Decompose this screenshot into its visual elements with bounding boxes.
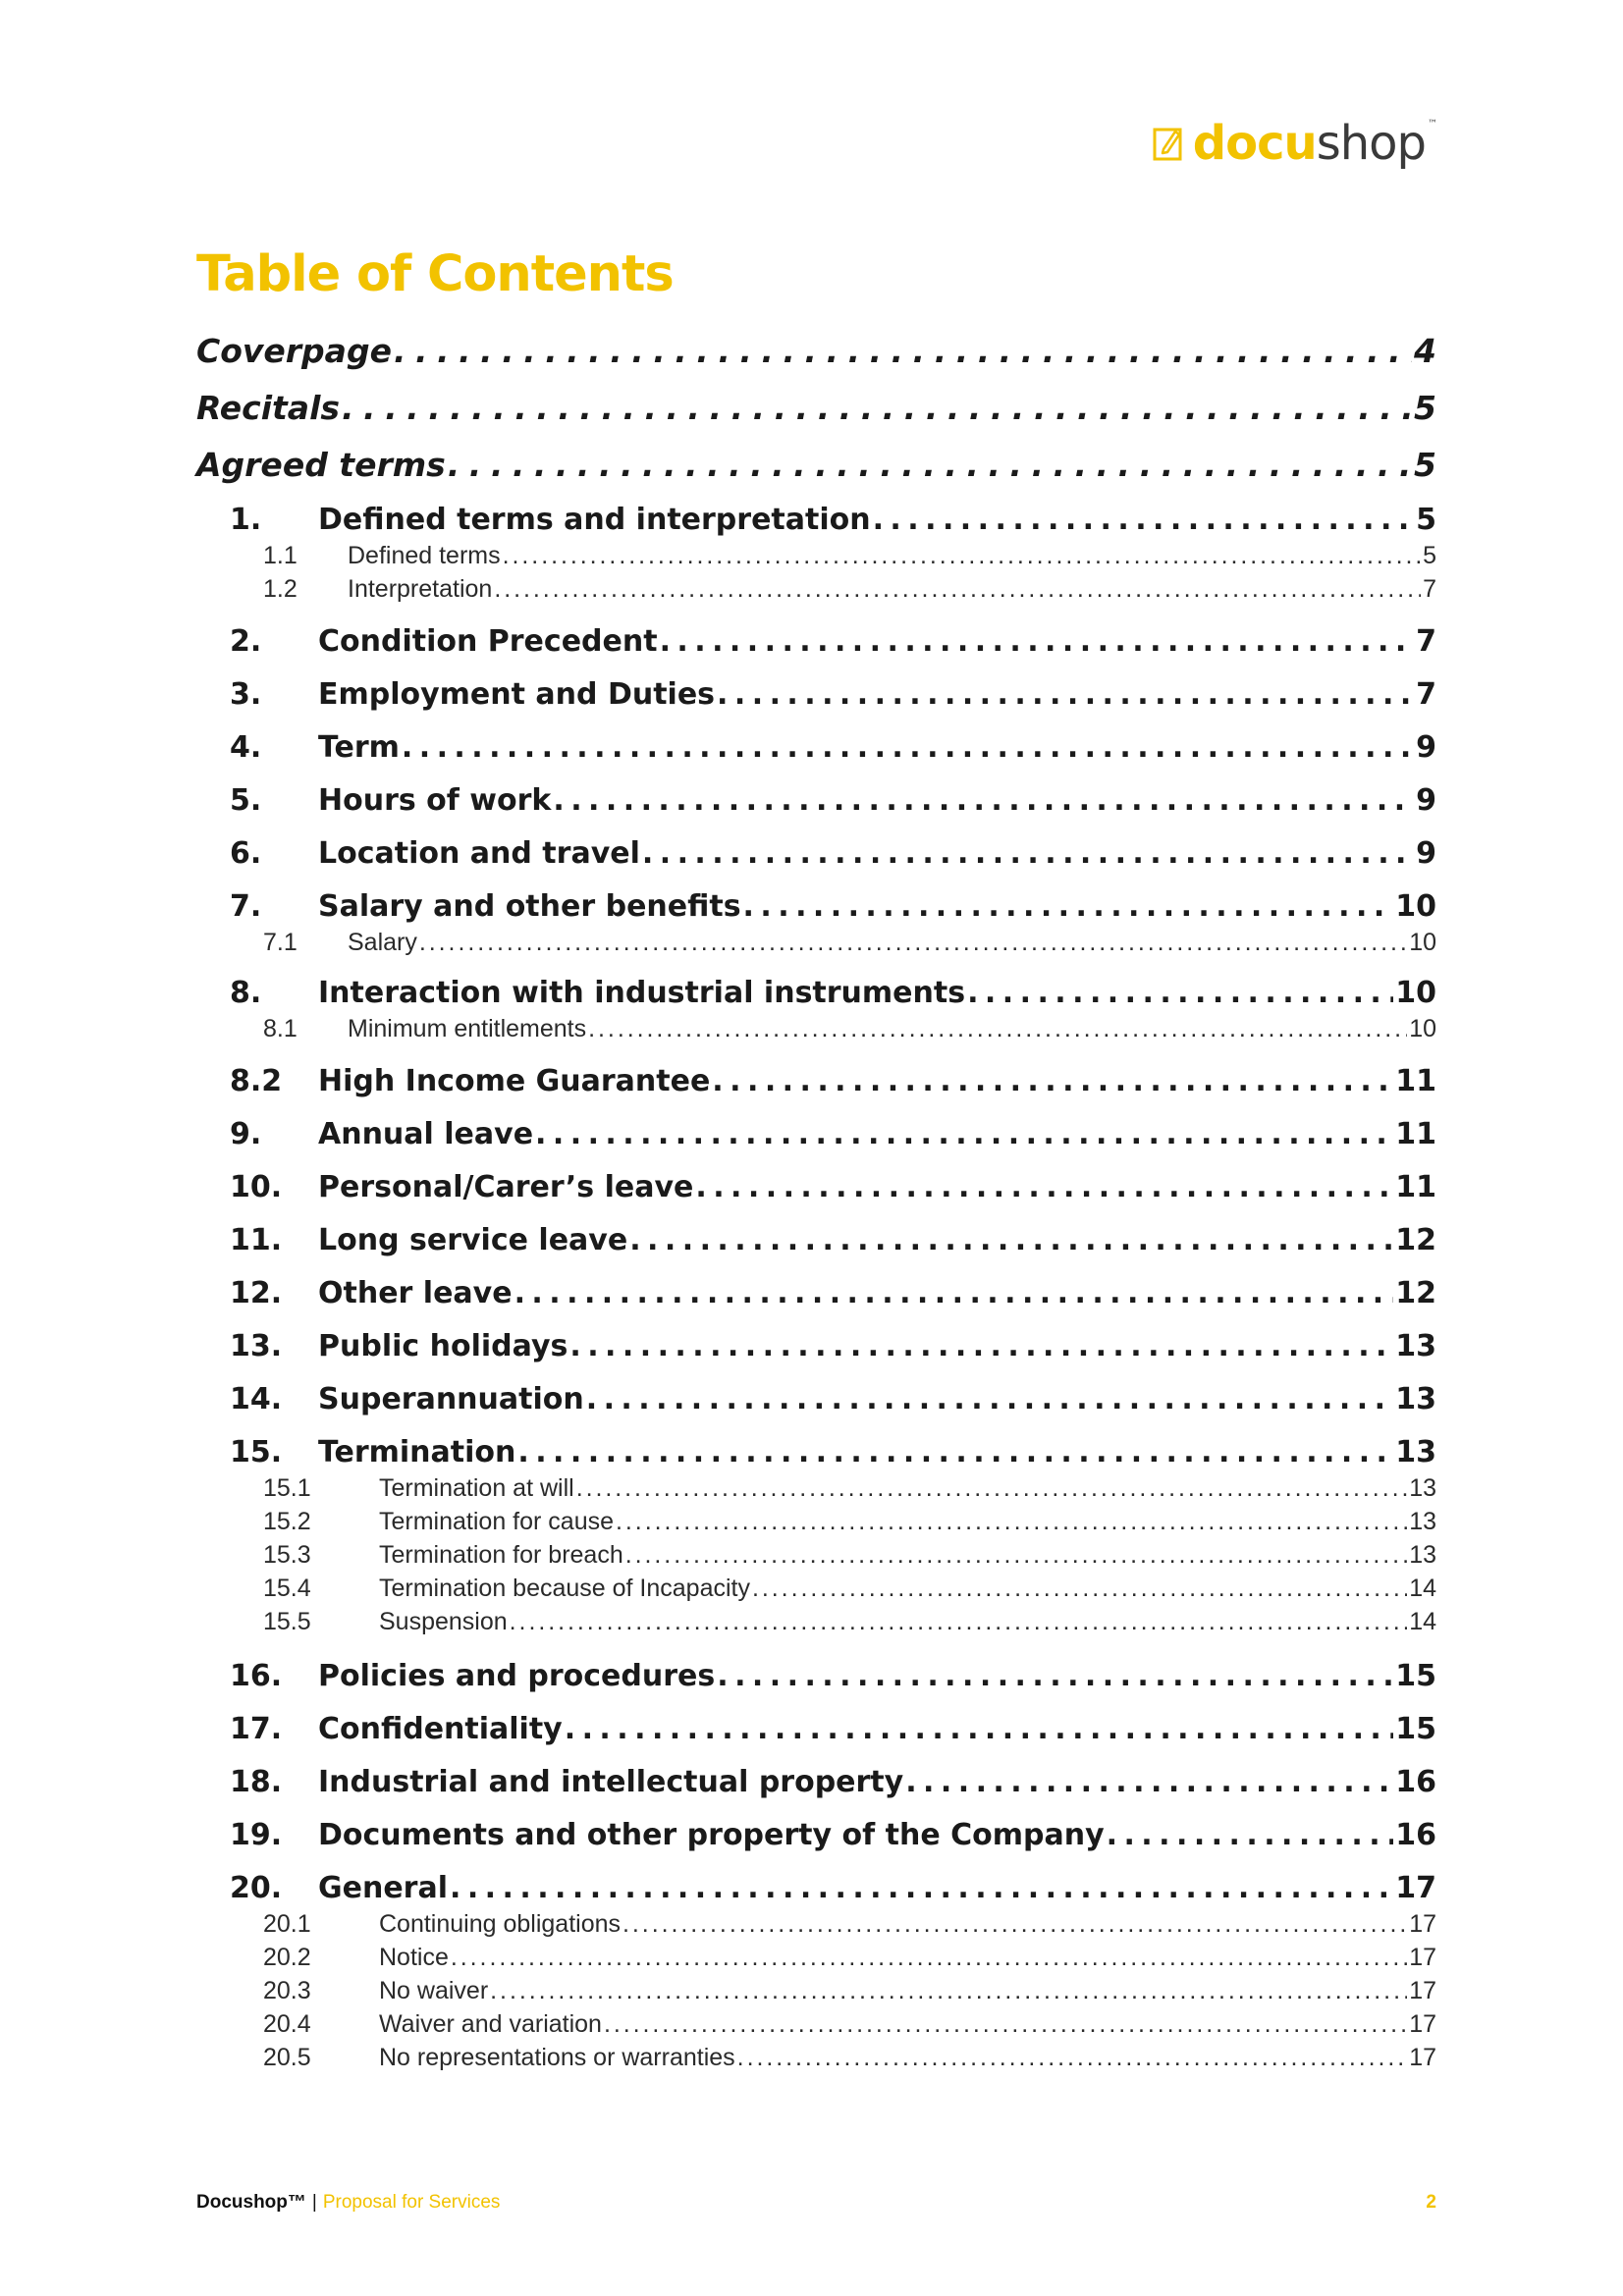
toc-entry[interactable] bbox=[230, 503, 1436, 537]
toc-dot-leader bbox=[490, 1977, 1407, 2005]
toc-entry-number: 3. bbox=[230, 677, 262, 712]
toc-entry-page: 17 bbox=[1409, 2044, 1436, 2071]
toc-entry-label: Annual leave bbox=[318, 1117, 534, 1151]
toc-entry-number: 1.2 bbox=[263, 575, 298, 603]
toc-entry-page: 10 bbox=[1395, 889, 1436, 924]
toc-entry[interactable] bbox=[263, 1910, 1436, 1939]
toc-entry-number: 7.1 bbox=[263, 929, 298, 956]
toc-entry-number: 13. bbox=[230, 1329, 283, 1363]
toc-entry[interactable] bbox=[263, 1575, 1436, 1603]
toc-entry-label: Minimum entitlements bbox=[348, 1015, 587, 1042]
toc-entry-number: 1.1 bbox=[263, 542, 298, 569]
toc-entry-page: 11 bbox=[1395, 1170, 1436, 1204]
toc-entry-page: 10 bbox=[1409, 929, 1436, 956]
toc-dot-leader bbox=[695, 1170, 1393, 1204]
toc-entry-page: 13 bbox=[1395, 1435, 1436, 1469]
logo-word-shop: shop bbox=[1316, 116, 1426, 171]
toc-dot-leader bbox=[752, 1575, 1407, 1603]
toc-entry-page: 10 bbox=[1395, 976, 1436, 1010]
toc-entry-page: 17 bbox=[1409, 1977, 1436, 2004]
toc-entry-label: Personal/Carer’s leave bbox=[318, 1170, 694, 1204]
toc-entry-page: 13 bbox=[1409, 1541, 1436, 1569]
toc-entry[interactable] bbox=[230, 1435, 1436, 1469]
toc-entry-page: 9 bbox=[1416, 730, 1436, 765]
toc-dot-leader bbox=[712, 1064, 1393, 1098]
toc-entry-number: 15. bbox=[230, 1435, 283, 1469]
toc-entry-page: 7 bbox=[1416, 624, 1436, 659]
toc-entry[interactable] bbox=[196, 389, 1436, 427]
toc-entry-label: General bbox=[318, 1871, 448, 1905]
toc-dot-leader bbox=[419, 929, 1407, 957]
toc-entry-number: 15.4 bbox=[263, 1575, 311, 1602]
toc-entry-page: 9 bbox=[1416, 836, 1436, 871]
toc-dot-leader bbox=[625, 1541, 1407, 1570]
toc-entry-number: 15.1 bbox=[263, 1474, 311, 1502]
toc-entry-label: Salary and other benefits bbox=[318, 889, 741, 924]
toc-dot-leader bbox=[604, 2010, 1407, 2039]
toc-entry-number: 5. bbox=[230, 783, 262, 818]
toc-entry-label: Recitals bbox=[196, 389, 341, 427]
toc-entry[interactable] bbox=[230, 1765, 1436, 1799]
toc-entry-label: Condition Precedent bbox=[318, 624, 658, 659]
toc-dot-leader bbox=[569, 1329, 1393, 1363]
toc-entry-number: 8.2 bbox=[230, 1064, 283, 1098]
toc-entry-label: Confidentiality bbox=[318, 1712, 563, 1746]
toc-dot-leader bbox=[510, 1608, 1408, 1636]
toc-entry[interactable] bbox=[230, 1223, 1436, 1257]
toc-entry-label: Location and travel bbox=[318, 836, 640, 871]
toc-entry-page: 17 bbox=[1409, 2010, 1436, 2038]
toc-entry[interactable] bbox=[263, 2044, 1436, 2072]
footer-brand: Docushop™ bbox=[196, 2192, 306, 2213]
toc-entry-number: 6. bbox=[230, 836, 262, 871]
footer-separator: | bbox=[311, 2192, 317, 2213]
toc-entry-page: 13 bbox=[1395, 1382, 1436, 1416]
toc-entry-label: Superannuation bbox=[318, 1382, 584, 1416]
toc-entry[interactable] bbox=[263, 542, 1436, 570]
footer-page-number: 2 bbox=[1426, 2192, 1436, 2213]
toc-dot-leader bbox=[629, 1223, 1393, 1257]
toc-dot-leader bbox=[448, 446, 1412, 484]
toc-entry[interactable] bbox=[230, 1871, 1436, 1905]
toc-dot-leader bbox=[535, 1117, 1393, 1151]
toc-entry-page: 5 bbox=[1416, 503, 1436, 537]
toc-entry[interactable] bbox=[230, 1170, 1436, 1204]
toc-entry-label: Coverpage bbox=[196, 332, 392, 370]
toc-entry-number: 20.3 bbox=[263, 1977, 311, 2004]
toc-entry[interactable] bbox=[230, 624, 1436, 659]
toc-entry[interactable] bbox=[230, 783, 1436, 818]
toc-dot-leader bbox=[402, 730, 1414, 765]
toc-dot-leader bbox=[642, 836, 1414, 871]
toc-entry-page: 9 bbox=[1416, 783, 1436, 818]
toc-entry-page: 12 bbox=[1395, 1223, 1436, 1257]
toc-dot-leader bbox=[576, 1474, 1408, 1503]
toc-entry-page: 11 bbox=[1395, 1117, 1436, 1151]
toc-entry[interactable] bbox=[230, 677, 1436, 712]
toc-dot-leader bbox=[622, 1910, 1407, 1939]
toc-dot-leader bbox=[873, 503, 1415, 537]
toc-entry[interactable] bbox=[230, 1712, 1436, 1746]
toc-entry-page: 5 bbox=[1414, 446, 1436, 484]
toc-entry-page: 14 bbox=[1409, 1575, 1436, 1602]
toc-entry-number: 14. bbox=[230, 1382, 283, 1416]
toc-dot-leader bbox=[553, 783, 1414, 818]
toc-dot-leader bbox=[451, 1944, 1407, 1972]
toc-entry-page: 7 bbox=[1423, 575, 1436, 603]
toc-dot-leader bbox=[743, 889, 1394, 924]
toc-entry[interactable] bbox=[230, 836, 1436, 871]
toc-entry-page: 14 bbox=[1409, 1608, 1436, 1635]
toc-dot-leader bbox=[494, 575, 1421, 604]
toc-entry-page: 5 bbox=[1423, 542, 1436, 569]
toc-entry-label: High Income Guarantee bbox=[318, 1064, 711, 1098]
toc-entry-label: Termination at will bbox=[379, 1474, 574, 1502]
toc-entry-label: No representations or warranties bbox=[379, 2044, 735, 2071]
toc-dot-leader bbox=[717, 1659, 1393, 1693]
toc-entry-page: 11 bbox=[1395, 1064, 1436, 1098]
toc-entry[interactable] bbox=[263, 1541, 1436, 1570]
toc-entry[interactable] bbox=[230, 1276, 1436, 1310]
toc-entry-number: 19. bbox=[230, 1818, 283, 1852]
toc-entry-number: 20.2 bbox=[263, 1944, 311, 1971]
toc-entry-page: 5 bbox=[1414, 389, 1436, 427]
toc-dot-leader bbox=[503, 542, 1421, 570]
toc-entry[interactable] bbox=[196, 332, 1436, 370]
toc-entry-label: Suspension bbox=[379, 1608, 508, 1635]
toc-entry-page: 13 bbox=[1409, 1474, 1436, 1502]
logo-wordmark bbox=[1192, 116, 1436, 171]
toc-dot-leader bbox=[1107, 1818, 1394, 1852]
page-title: Table of Contents bbox=[196, 245, 674, 303]
toc-entry-number: 9. bbox=[230, 1117, 262, 1151]
toc-entry-number: 20.1 bbox=[263, 1910, 311, 1938]
toc-entry-number: 2. bbox=[230, 624, 262, 659]
toc-entry-label: Policies and procedures bbox=[318, 1659, 716, 1693]
toc-entry-page: 7 bbox=[1416, 677, 1436, 712]
toc-entry-number: 17. bbox=[230, 1712, 283, 1746]
toc-entry[interactable] bbox=[230, 1329, 1436, 1363]
toc-entry-label: Termination bbox=[318, 1435, 516, 1469]
toc-entry[interactable] bbox=[230, 1382, 1436, 1416]
toc-dot-leader bbox=[660, 624, 1415, 659]
toc-entry-label: Continuing obligations bbox=[379, 1910, 622, 1938]
toc-entry-page: 17 bbox=[1395, 1871, 1436, 1905]
toc-entry[interactable] bbox=[263, 1508, 1436, 1536]
toc-dot-leader bbox=[616, 1508, 1407, 1536]
toc-entry-page: 15 bbox=[1395, 1712, 1436, 1746]
toc-entry-label: Termination because of Incapacity bbox=[379, 1575, 750, 1602]
toc-entry-label: Term bbox=[318, 730, 400, 765]
toc-entry-number: 20.5 bbox=[263, 2044, 311, 2071]
toc-entry-page: 10 bbox=[1409, 1015, 1436, 1042]
toc-entry[interactable] bbox=[230, 976, 1436, 1010]
toc-entry-number: 7. bbox=[230, 889, 262, 924]
toc-entry-number: 15.5 bbox=[263, 1608, 311, 1635]
toc-dot-leader bbox=[394, 332, 1412, 370]
toc-entry-label: Termination for breach bbox=[379, 1541, 623, 1569]
toc-entry[interactable] bbox=[230, 1659, 1436, 1693]
toc-entry-label: Waiver and variation bbox=[379, 2010, 602, 2038]
toc-entry[interactable] bbox=[263, 1944, 1436, 1972]
toc-entry-number: 10. bbox=[230, 1170, 283, 1204]
toc-entry-number: 8.1 bbox=[263, 1015, 298, 1042]
toc-dot-leader bbox=[342, 389, 1412, 427]
toc-dot-leader bbox=[737, 2044, 1408, 2072]
page-footer bbox=[196, 2192, 1436, 2214]
toc-entry[interactable] bbox=[230, 1064, 1436, 1098]
toc-entry[interactable] bbox=[230, 730, 1436, 765]
toc-entry-label: Interaction with industrial instruments bbox=[318, 976, 966, 1010]
toc-entry-number: 4. bbox=[230, 730, 262, 765]
logo-trademark: ™ bbox=[1428, 119, 1436, 130]
docushop-logo bbox=[1152, 116, 1436, 171]
toc-entry-number: 15.3 bbox=[263, 1541, 311, 1569]
toc-entry-label: Long service leave bbox=[318, 1223, 628, 1257]
toc-dot-leader bbox=[517, 1435, 1393, 1469]
toc-entry-label: Other leave bbox=[318, 1276, 513, 1310]
toc-entry[interactable] bbox=[230, 1818, 1436, 1852]
toc-entry-label: Documents and other property of the Company bbox=[318, 1818, 1105, 1852]
toc-entry-label: Defined terms and interpretation bbox=[318, 503, 871, 537]
toc-entry[interactable] bbox=[230, 889, 1436, 924]
document-pencil-icon bbox=[1152, 124, 1187, 163]
toc-entry-label: No waiver bbox=[379, 1977, 489, 2004]
toc-entry[interactable] bbox=[263, 1015, 1436, 1043]
toc-dot-leader bbox=[967, 976, 1393, 1010]
toc-entry-label: Interpretation bbox=[348, 575, 493, 603]
toc-dot-leader bbox=[588, 1015, 1407, 1043]
toc-entry-page: 17 bbox=[1409, 1944, 1436, 1971]
toc-entry-number: 8. bbox=[230, 976, 262, 1010]
toc-entry-page: 15 bbox=[1395, 1659, 1436, 1693]
footer-document-title: Proposal for Services bbox=[322, 2192, 501, 2213]
toc-entry-label: Industrial and intellectual property bbox=[318, 1765, 904, 1799]
toc-entry-page: 13 bbox=[1409, 1508, 1436, 1535]
toc-entry[interactable] bbox=[196, 446, 1436, 484]
toc-entry-page: 13 bbox=[1395, 1329, 1436, 1363]
toc-entry-number: 20. bbox=[230, 1871, 283, 1905]
toc-entry-number: 18. bbox=[230, 1765, 283, 1799]
toc-entry-page: 4 bbox=[1414, 332, 1436, 370]
toc-entry-label: Termination for cause bbox=[379, 1508, 615, 1535]
toc-entry[interactable] bbox=[263, 575, 1436, 604]
toc-entry-number: 1. bbox=[230, 503, 262, 537]
toc-entry-label: Hours of work bbox=[318, 783, 552, 818]
toc-entry[interactable] bbox=[230, 1117, 1436, 1151]
toc-entry-page: 17 bbox=[1409, 1910, 1436, 1938]
toc-entry-label: Employment and Duties bbox=[318, 677, 716, 712]
toc-dot-leader bbox=[565, 1712, 1394, 1746]
toc-entry-number: 16. bbox=[230, 1659, 283, 1693]
toc-dot-leader bbox=[586, 1382, 1394, 1416]
logo-word-docu: docu bbox=[1192, 116, 1317, 171]
toc-entry[interactable] bbox=[263, 1977, 1436, 2005]
toc-entry-page: 16 bbox=[1395, 1765, 1436, 1799]
toc-dot-leader bbox=[450, 1871, 1393, 1905]
toc-entry-page: 16 bbox=[1395, 1818, 1436, 1852]
toc-entry-page: 12 bbox=[1395, 1276, 1436, 1310]
toc-entry-number: 15.2 bbox=[263, 1508, 311, 1535]
toc-entry-label: Defined terms bbox=[348, 542, 501, 569]
toc-entry-number: 11. bbox=[230, 1223, 283, 1257]
toc-entry-number: 20.4 bbox=[263, 2010, 311, 2038]
toc-entry-label: Public holidays bbox=[318, 1329, 568, 1363]
toc-entry[interactable] bbox=[263, 1608, 1436, 1636]
toc-dot-leader bbox=[905, 1765, 1393, 1799]
toc-dot-leader bbox=[717, 677, 1414, 712]
toc-entry-label: Agreed terms bbox=[196, 446, 446, 484]
toc-entry[interactable] bbox=[263, 2010, 1436, 2039]
toc-dot-leader bbox=[514, 1276, 1394, 1310]
toc-entry-label: Salary bbox=[348, 929, 417, 956]
toc-entry[interactable] bbox=[263, 929, 1436, 957]
toc-entry[interactable] bbox=[263, 1474, 1436, 1503]
toc-entry-label: Notice bbox=[379, 1944, 449, 1971]
toc-entry-number: 12. bbox=[230, 1276, 283, 1310]
